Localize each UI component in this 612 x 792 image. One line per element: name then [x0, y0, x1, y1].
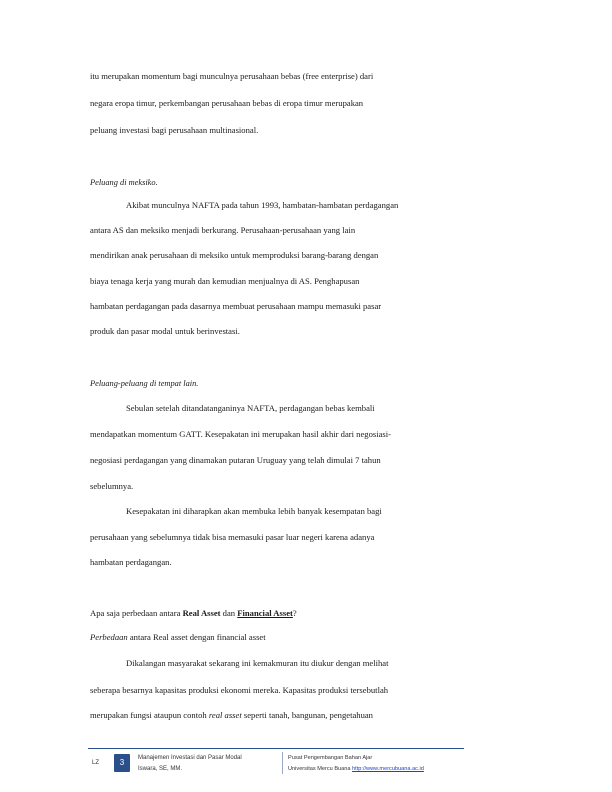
financial-asset-term: Financial Asset	[237, 608, 293, 618]
text-line: seberapa besarnya kapasitas produksi ekonomi mereka. Kapasitas produksi tersebutlah	[90, 685, 389, 695]
footer-center-info	[288, 753, 424, 775]
text-line: negara eropa timur, perkembangan perusahaan bebas di eropa timur merupakan	[90, 98, 364, 108]
text-line: hambatan perdagangan pada dasarnya membuat perusahaan mampu memasuki pasar	[90, 301, 382, 311]
text-line: sebelumnya.	[90, 481, 134, 491]
text-line: itu merupakan momentum bagi munculnya perusahaan bebas (free enterprise) dari	[90, 71, 374, 81]
text-line: perusahaan yang sebelumnya tidak bisa memasuki pasar luar negeri karena adanya	[90, 532, 375, 542]
text-line: produk dan pasar modal untuk berinvestasi.	[90, 326, 240, 336]
perbedaan-word: Perbedaan	[90, 632, 128, 642]
section-heading: Peluang-peluang di tempat lain.	[90, 379, 199, 388]
section-heading: Peluang di meksiko.	[90, 178, 158, 187]
text-line: Dikalangan masyarakat sekarang ini kemakmuran itu diukur dengan melihat	[126, 658, 389, 668]
question-prefix: Apa saja perbedaan antara	[90, 608, 183, 618]
footer-rule	[88, 748, 464, 749]
course-title: Manajemen Investasi dan Pasar Modal	[138, 755, 242, 761]
subheading	[90, 632, 520, 643]
text-line	[90, 710, 520, 721]
perbedaan-rest: antara Real asset dengan financial asset	[127, 632, 266, 642]
text-line: Kesepakatan ini diharapkan akan membuka lebih banyak kesempatan bagi	[126, 506, 382, 516]
question-suffix: ?	[292, 608, 297, 618]
real-asset-term: Real Asset	[182, 608, 221, 618]
text-line: mendapatkan momentum GATT. Kesepakatan ini merupakan hasil akhir dari negosiasi-	[90, 429, 392, 439]
question-mid: dan	[220, 608, 238, 618]
footer-initials: LZ	[92, 760, 100, 766]
text-segment: merupakan fungsi ataupun contoh	[90, 710, 209, 720]
university-line	[288, 764, 424, 775]
text-segment-italic: real asset	[208, 710, 242, 720]
footer-divider	[282, 752, 283, 774]
university-url-link[interactable]: http://www.mercubuana.ac.id	[352, 766, 424, 772]
text-line: peluang investasi bagi perusahaan multinasional.	[90, 125, 259, 135]
page-number: 3	[114, 754, 130, 772]
text-segment: seperti tanah, bangunan, pengetahuan	[241, 710, 373, 720]
text-line: Akibat munculnya NAFTA pada tahun 1993, hambatan-hambatan perdagangan	[126, 200, 399, 210]
text-line: antara AS dan meksiko menjadi berkurang. Perusahaan-perusahaan yang lain	[90, 225, 356, 235]
course-author: Iswara, SE, MM.	[138, 766, 183, 772]
footer-course-info	[138, 753, 242, 775]
center-name: Pusat Pengembangan Bahan Ajar	[288, 755, 373, 761]
text-line: hambatan perdagangan.	[90, 557, 172, 567]
text-line: mendirikan anak perusahaan di meksiko untuk memproduksi barang-barang dengan	[90, 250, 379, 260]
question-heading	[90, 608, 520, 619]
text-line: biaya tenaga kerja yang murah dan kemudian menjualnya di AS. Penghapusan	[90, 276, 360, 286]
text-line: negosiasi perdagangan yang dinamakan putaran Uruguay yang telah dimulai 7 tahun	[90, 455, 381, 465]
text-line: Sebulan setelah ditandatanganinya NAFTA, perdagangan bebas kembali	[126, 403, 375, 413]
university-name: Universitas Mercu Buana	[288, 766, 351, 772]
